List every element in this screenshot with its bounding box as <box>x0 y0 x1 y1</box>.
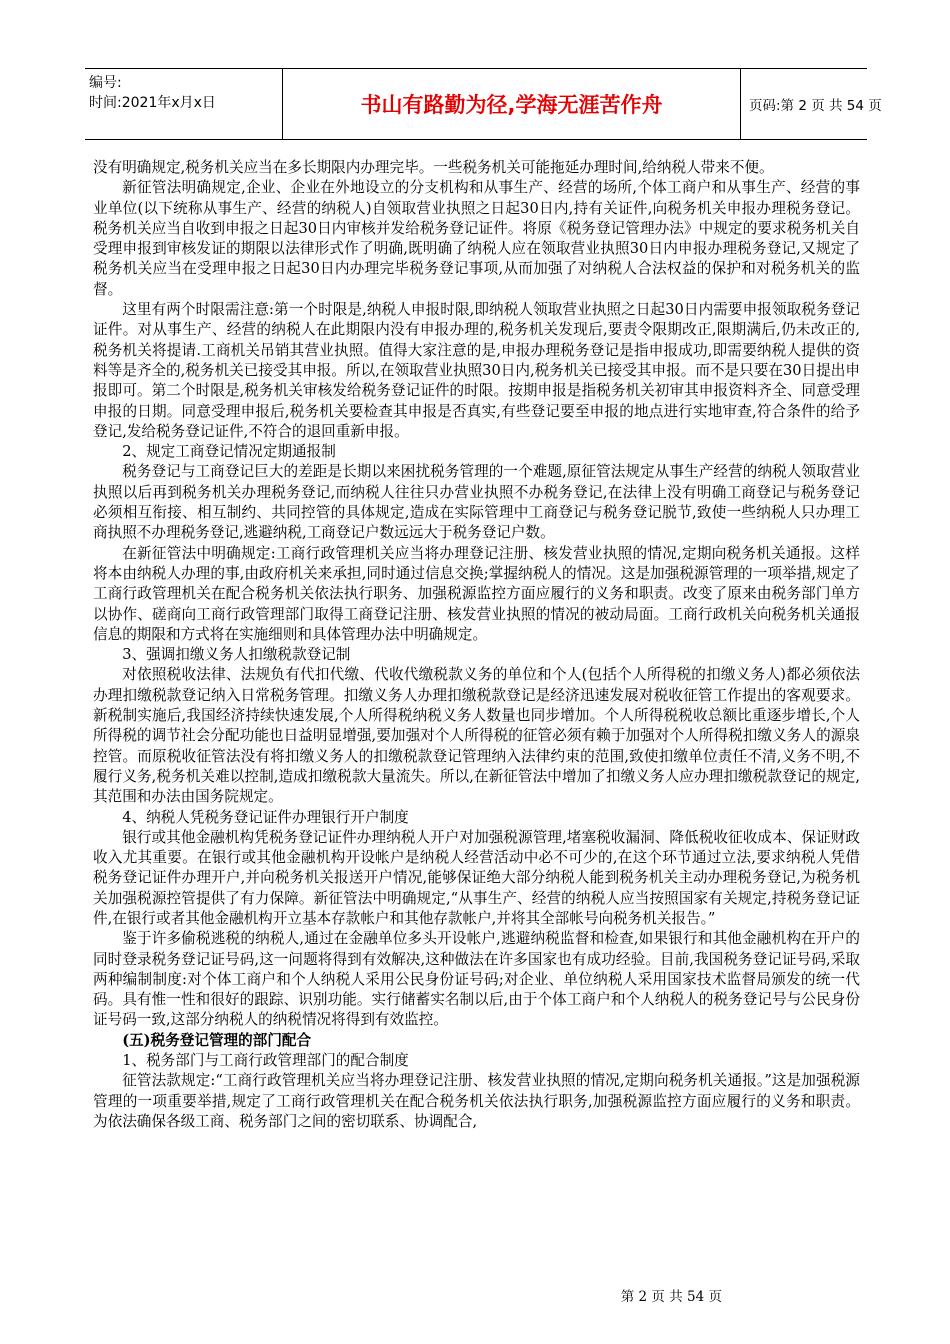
section-heading: 4、纳税人凭税务登记证件办理银行开户制度 <box>122 808 409 826</box>
page-header <box>85 68 882 140</box>
header-info-cell <box>85 69 283 139</box>
document-time-label: 时间:2021年x月x日 <box>89 95 216 111</box>
section-heading: 2、规定工商登记情况定期通报制 <box>122 443 336 461</box>
section-heading: 3、强调扣缴义务人扣缴税款登记制 <box>122 646 351 664</box>
header-motto: 书山有路勤为径,学海无涯苦作舟 <box>283 69 741 139</box>
paragraph: 新征管法明确规定,企业、企业在外地设立的分支机构和从事生产、经营的场所,个体工商户和从事生产、经营的事业单位(以下统称从事生产、经营的纳税人)自领取营业执照之日起30日内,持有关证件,向税务机关申报办理税务登记。税务机关应当自收到申报之日起30日内审核并发给税务登记证件。将原《税务登记管理办法》中规定的要求税务机关自受理申报到审核发证的期限以法律形式作了明确,既明确了纳税人应在领取营业执照30日内申报办理税务登记,又规定了税务机关应当在受理申报之日起30日内办理完毕税务登记事项,从而加强了对纳税人合法权益的保护和对税务机关的监督。 <box>93 179 860 298</box>
subsection-heading: 1、税务部门与工商行政管理部门的配合制度 <box>122 1052 409 1070</box>
paragraph: 在新征管法中明确规定:工商行政管理机关应当将办理登记注册、核发营业执照的情况,定期向税务机关通报。这样将本由纳税人办理的事,由政府机关来承担,同时通过信息交换;掌握纳税人的情况。这是加强税源管理的一项举措,规定了工商行政管理机关在配合税务机关依法执行职务、加强税源监控方面应履行的义务和职责。改变了原来由税务部门单方以协作、磋商向工商行政管理部门取得工商登记注册、核发营业执照的情况的被动局面。工商行政机关向税务机关通报信息的期限和方式将在实施细则和具体管理办法中明确规定。 <box>93 544 860 643</box>
section-heading-bold: (五)税务登记管理的部门配合 <box>122 1031 312 1049</box>
paragraph: 银行或其他金融机构凭税务登记证件办理纳税人开户对加强税源管理,堵塞税收漏洞、降低税收征收成本、保证财政收入尤其重要。在银行或其他金融机构开设帐户是纳税人经营活动中必不可少的,在这个环节通过立法,要求纳税人凭借税务登记证件办理开户,并向税务机关报送开户情况,能够保证绝大部分纳税人能到税务机关主动办理税务登记,为税务机关加强税源控管提供了有力保障。新征管法中明确规定,“从事生产、经营的纳税人应当按照国家有关规定,持税务登记证件,在银行或者其他金融机构开立基本存款帐户和其他存款帐户,并将其全部帐号向税务机关报告。” <box>93 828 860 927</box>
paragraph: 对依照税收法律、法规负有代扣代缴、代收代缴税款义务的单位和个人(包括个人所得税的扣缴义务人)都必须依法办理扣缴税款登记纳入日常税务管理。扣缴义务人办理扣缴税款登记是经济迅速发展对税收征管工作提出的客观要求。新税制实施后,我国经济持续快速发展,个人所得税纳税义务人数量也同步增加。个人所得税税收总额比重逐步增长,个人所得税的调节社会分配功能也日益明显增强,要加强对个人所得税的征管必须有赖于加强对个人所得税扣缴义务人的源泉控管。而原税收征管法没有将扣缴义务人的扣缴税款登记管理纳入法律约束的范围,致使扣缴单位责任不清,义务不明,不履行义务,税务机关难以控制,造成扣缴税款大量流失。所以,在新征管法中增加了扣缴义务人应办理扣缴税款登记的规定,其范围和办法由国务院规定。 <box>93 666 860 806</box>
paragraph: 鉴于许多偷税逃税的纳税人,通过在金融单位多头开设帐户,逃避纳税监督和检查,如果银行和其他金融机构在开户的同时登录税务登记证号码,这一问题将得到有效解决,这种做法在许多国家也有成功经验。目前,我国税务登记证号码,采取两种编制制度:对个体工商户和个人纳税人采用公民身份证号码;对企业、单位纳税人采用国家技术监督局颁发的统一代码。具有惟一性和很好的跟踪、识别功能。实行储蓄实名制以后,由于个体工商户和个人纳税人的税务登记号与公民身份证号码一致,这部分纳税人的纳税情况将得到有效监控。 <box>93 930 860 1029</box>
paragraph: 征管法款规定:“工商行政管理机关应当将办理登记注册、核发营业执照的情况,定期向税务机关通报。”这是加强税源管理的一项重要举措,规定了工商行政管理机关在配合税务机关依法执行职务,加强税源监控方面应履行的义务和职责。为依法确保各级工商、税务部门之间的密切联系、协调配合, <box>93 1072 860 1130</box>
paragraph: 税务登记与工商登记巨大的差距是长期以来困扰税务管理的一个难题,原征管法规定从事生产经营的纳税人领取营业执照以后再到税务机关办理税务登记,而纳税人往往只办营业执照不办税务登记,在法律上没有明确工商登记与税务登记必须相互衔接、相互制约、共同控管的具体规定,造成在实际管理中工商登记与税务登记脱节,致使一些纳税人只办理工商执照不办理税务登记,逃避纳税,工商登记户数远远大于税务登记户数。 <box>93 463 860 542</box>
header-page-number: 页码:第 2 页 共 54 页 <box>749 98 882 114</box>
document-body <box>93 158 860 1132</box>
paragraph: 没有明确规定,税务机关应当在多长期限内办理完毕。一些税务机关可能拖延办理时间,给纳税人带来不便。 <box>93 159 774 176</box>
paragraph: 这里有两个时限需注意:第一个时限是,纳税人申报时限,即纳税人领取营业执照之日起30日内需要申报领取税务登记证件。对从事生产、经营的纳税人在此期限内没有申报办理的,税务机关发现后,要责令限期改正,限期满后,仍未改正的,税务机关将提请.工商机关吊销其营业执照。值得大家注意的是,申报办理税务登记是指申报成功,即需要纳税人提供的资料等是齐全的,税务机关已接受其申报。所以,在领取营业执照30日内,税务机关已接受其申报。而不是只要在30日提出申报即可。第二个时限是,税务机关审核发给税务登记证件的时限。按期申报是指税务机关初审其申报资料齐全、同意受理申报的日期。同意受理申报后,税务机关要检查其申报是否真实,有些登记要至申报的地点进行实地审查,符合条件的给予登记,发给税务登记证件,不符合的退回重新申报。 <box>93 301 860 440</box>
document-number-label: 编号: <box>89 75 122 91</box>
page-footer: 第 2 页 共 54 页 <box>620 1289 722 1305</box>
